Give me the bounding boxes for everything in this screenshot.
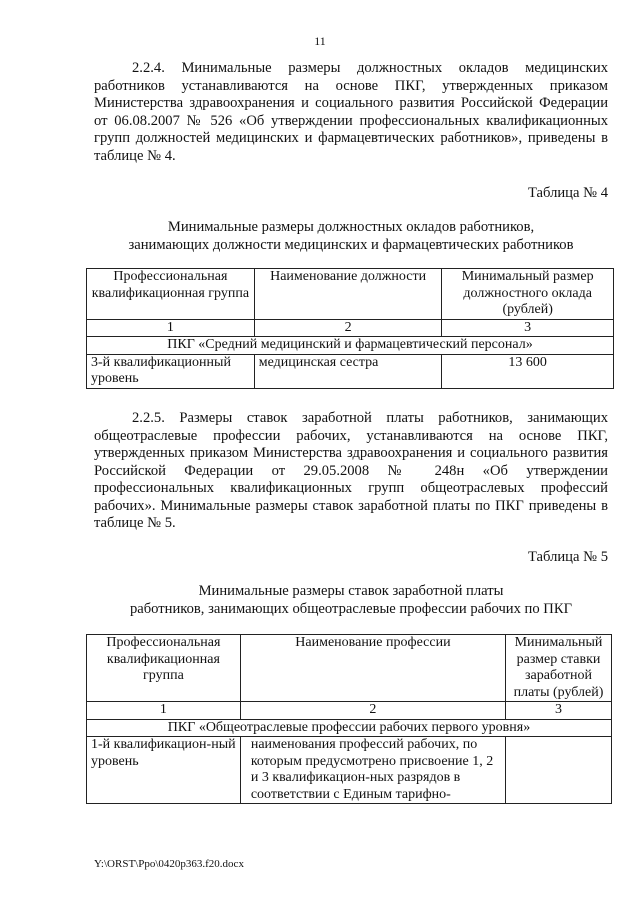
- paragraph-2-2-5: [94, 410, 608, 533]
- table-row: [87, 737, 612, 804]
- paragraph-2-2-4-text: 2.2.4. Минимальные размеры должностных окладов медицинских работников устанавливаются на основе ПКГ, утвержденных приказом Министерства здравоохранения и социального развития Российской Федерации от 06.08.2007 № 526 «Об утверждении профессиональных квалификационных групп должностей медицинских и фармацевтических работников», приведены в таблице № 4.: [94, 60, 608, 164]
- table-4-header-group: Профессиональная квалификационная группа: [87, 269, 255, 320]
- table-5-profession: наименования профессий рабочих, по которым предусмотрено присвоение 1, 2 и 3 квалификацион-ных разрядов в соответствии с Единым тарифно-: [240, 737, 505, 804]
- table-5-caption-line1: Минимальные размеры ставок заработной платы: [198, 583, 504, 599]
- footer-file-path: Y:\ORST\Ppo\0420p363.f20.docx: [94, 858, 244, 870]
- table-4-salary: 13 600: [442, 354, 614, 388]
- table-4-header-salary: Минимальный размер должностного оклада (рублей): [442, 269, 614, 320]
- table-row: [87, 354, 614, 388]
- paragraph-2-2-4: [94, 60, 608, 165]
- table-4-caption-line2: занимающих должности медицинских и фармацевтических работников: [128, 237, 574, 253]
- table-4-group-row: [87, 337, 614, 355]
- table-5-group-row: [87, 719, 612, 737]
- table-4-colnum: 3: [442, 319, 614, 337]
- table-5-group-title: ПКГ «Общеотраслевые профессии рабочих первого уровня»: [87, 719, 612, 737]
- table-5-label: Таблица № 5: [528, 549, 608, 565]
- table-5-header-row: [87, 635, 612, 702]
- table-4-level: 3-й квалификационный уровень: [87, 354, 255, 388]
- table-5-colnum: 3: [506, 702, 612, 720]
- table-5-colnum: 2: [240, 702, 505, 720]
- table-4-group-title: ПКГ «Средний медицинский и фармацевтический персонал»: [87, 337, 614, 355]
- paragraph-2-2-5-text: 2.2.5. Размеры ставок заработной платы работников, занимающих общеотраслевые профессии рабочих, устанавливаются на основе ПКГ, утвержденных приказом Министерства здравоохранения и социального развития Российской Федерации от 29.05.2008 № 248н «Об утверждении профессиональных квалификационных групп общеотраслевых профессий рабочих». Минимальные размеры ставок заработной платы по ПКГ приведены в таблице № 5.: [94, 410, 608, 531]
- table-5-colnum: 1: [87, 702, 241, 720]
- table-4-caption: [94, 218, 608, 254]
- table-5-header-profession: Наименование профессии: [240, 635, 505, 702]
- table-4: [86, 268, 614, 389]
- table-4-colnum: 2: [254, 319, 442, 337]
- table-5-colnum-row: [87, 702, 612, 720]
- table-5-caption: [94, 582, 608, 618]
- page-number: 11: [314, 34, 326, 48]
- table-5-salary: [506, 737, 612, 804]
- table-4-label: Таблица № 4: [528, 185, 608, 201]
- table-5: [86, 634, 612, 804]
- table-4-position: медицинская сестра: [254, 354, 442, 388]
- table-5-header-salary: Минимальный размер ставки заработной платы (рублей): [506, 635, 612, 702]
- table-4-header-row: [87, 269, 614, 320]
- table-4-colnum-row: [87, 319, 614, 337]
- table-4-caption-line1: Минимальные размеры должностных окладов работников,: [167, 219, 535, 235]
- table-5-header-group: Профессиональная квалификационная группа: [87, 635, 241, 702]
- table-4-colnum: 1: [87, 319, 255, 337]
- table-5-level: 1-й квалификацион-ный уровень: [87, 737, 241, 804]
- table-5-caption-line2: работников, занимающих общеотраслевые профессии рабочих по ПКГ: [129, 601, 573, 617]
- table-4-header-position: Наименование должности: [254, 269, 442, 320]
